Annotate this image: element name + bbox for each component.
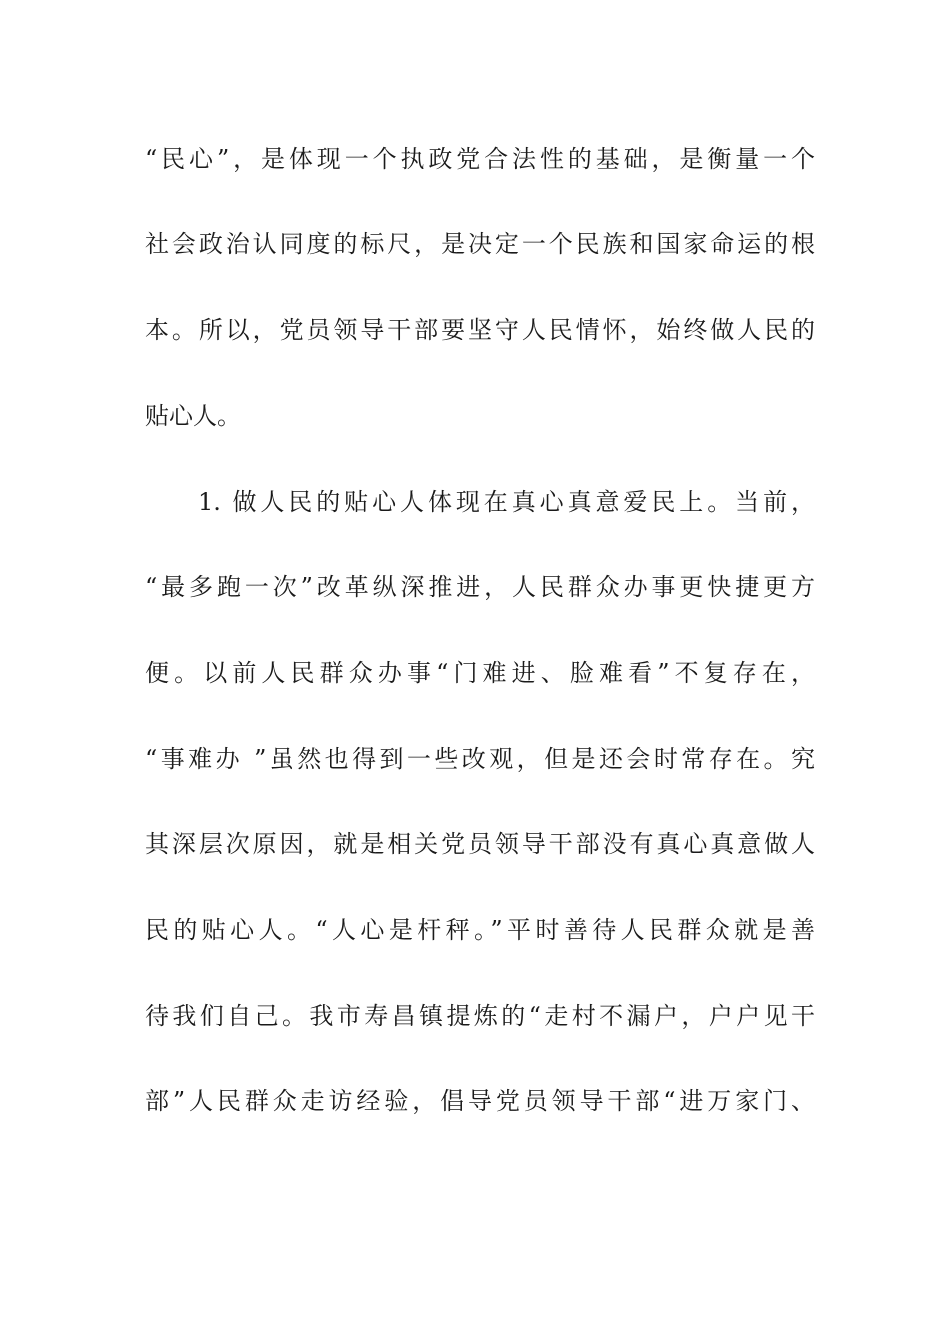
text-line-8: “事难办 ”虽然也得到一些改观，但是还会时常存在。究 [145,745,815,773]
text-line-2: 社会政治认同度的标尺，是决定一个民族和国家命运的根 [145,230,815,258]
text-line-3: 本。所以，党员领导干部要坚守人民情怀，始终做人民的 [145,316,815,344]
text-line-6: “最多跑一次”改革纵深推进，人民群众办事更快捷更方 [145,573,815,601]
text-line-9: 其深层次原因，就是相关党员领导干部没有真心真意做人 [145,830,815,858]
text-line-10: 民的贴心人。“人心是杆秤。”平时善待人民群众就是善 [145,916,815,944]
text-line-12: 部”人民群众走访经验，倡导党员领导干部“进万家门、 [145,1087,815,1115]
text-line-1: “民心”，是体现一个执政党合法性的基础，是衡量一个 [145,145,815,173]
text-line-5: 1. 做人民的贴心人体现在真心真意爱民上。当前， [198,488,815,516]
text-line-11: 待我们自己。我市寿昌镇提炼的“走村不漏户，户户见干 [145,1002,815,1030]
text-line-7: 便。以前人民群众办事“门难进、脸难看”不复存在， [145,659,815,687]
text-line-4: 贴心人。 [145,402,241,430]
